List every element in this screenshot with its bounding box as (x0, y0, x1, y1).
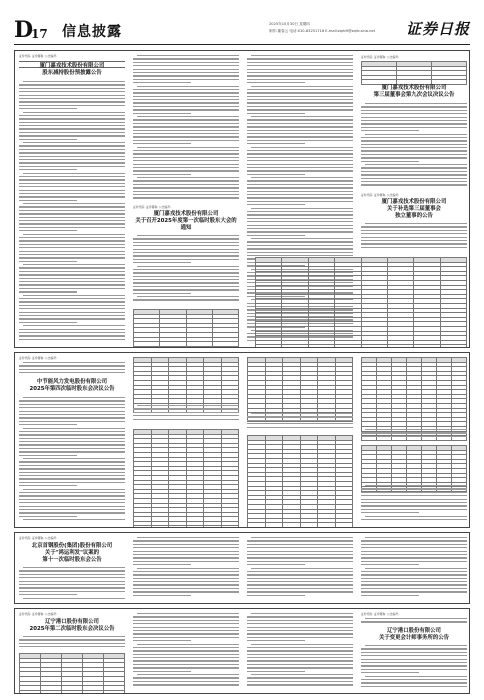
notice-subtitle: 通知 (180, 225, 192, 231)
notice-code: 证券代码: 证券简称: 公告编号: (19, 612, 58, 616)
notice-subtitle: 股东减持股份预披露公告 (42, 70, 102, 76)
article-column (19, 81, 125, 345)
notice-panel-bottom (14, 608, 470, 694)
page-number: 17 (31, 27, 48, 41)
notice-subtitle: 2025年第四次临时股东会决议公告 (29, 386, 115, 392)
date-line: 2025年10月30日 星期四 (269, 22, 310, 26)
proposal-table (133, 309, 239, 348)
notice-title: 厦门嘉戎技术股份有限公司 (381, 199, 447, 205)
notice-subtitle: 2025年第二次临时股东会决议公告 (29, 626, 115, 632)
notice-subtitle: 关于补选第三届董事会 (387, 206, 441, 212)
article-column (133, 235, 239, 305)
notice-title: 北京首钢股份(集团)股份有限公司 (31, 543, 113, 549)
notice-title: 辽宁港口股份有限公司 (45, 619, 99, 625)
notice-title: 辽宁港口股份有限公司 (387, 628, 441, 634)
article-column (19, 397, 125, 525)
summary-table (361, 61, 467, 85)
notice-code: 证券代码: 证券简称: 公告编号: (361, 612, 400, 616)
notice-title: 中节能风力发电股份有限公司 (36, 379, 108, 385)
article-column (133, 613, 239, 691)
article-column (19, 636, 125, 650)
article-column (361, 103, 467, 191)
notice-subtitle: 关于召开2025年度第一次临时股东大会的 (135, 218, 237, 224)
notice-code: 证券代码: 证券简称: 公告编号: (133, 205, 172, 209)
article-column (19, 567, 125, 601)
article-column (361, 537, 467, 601)
article-column (361, 223, 467, 253)
section-title: 信息披露 (62, 24, 122, 40)
notice-subtitle: 关于"鸿运利发"议案的 (44, 550, 100, 556)
masthead (14, 18, 470, 42)
article-column (361, 645, 467, 691)
newspaper-logo: 证券日报 (405, 20, 470, 38)
article-column (133, 405, 239, 425)
article-column (19, 362, 125, 376)
article-column (133, 537, 239, 601)
vote-table (255, 257, 467, 348)
notice-subtitle: 第三届董事会第九次会议决议公告 (373, 92, 455, 98)
notice-panel-middle (14, 352, 470, 528)
notice-subtitle: 第十一次临时股东会公告 (42, 557, 102, 563)
notice-subtitle: 独立董事的公告 (395, 213, 433, 219)
notice-title: 厦门嘉戎技术股份有限公司 (39, 63, 105, 69)
notice-code: 证券代码: 证券简称: 公告编号: (19, 356, 58, 360)
article-column (361, 618, 467, 626)
page-letter: D (14, 17, 34, 43)
article-column (133, 55, 239, 203)
article-column (247, 613, 353, 691)
notice-code: 证券代码: 证券简称: 公告编号: (19, 54, 58, 58)
notice-panel-top (14, 50, 470, 348)
article-column (247, 413, 353, 431)
article-column (247, 537, 353, 601)
notice-title: 厦门嘉戎技术股份有限公司 (381, 85, 447, 91)
notice-title: 厦门嘉戎技术股份有限公司 (153, 211, 219, 217)
notice-code: 证券代码: 证券简称: 公告编号: (361, 55, 400, 59)
notice-subtitle: 关于变更会计师事务所的公告 (378, 635, 450, 641)
vote-table (247, 435, 353, 528)
notice-code: 证券代码: 证券简称: 公告编号: (19, 536, 58, 540)
vote-table (19, 653, 125, 694)
article-column (361, 429, 467, 441)
editor-line: 制作:董春云 电话:010-83251716 E-mail:zqrb9@zqrb.sina.net (269, 29, 376, 33)
notice-panel-lower (14, 532, 470, 604)
notice-code: 证券代码: 证券简称: 公告编号: (361, 193, 400, 197)
article-column (361, 485, 467, 525)
vote-table (133, 429, 239, 528)
masthead-rule (14, 44, 470, 45)
